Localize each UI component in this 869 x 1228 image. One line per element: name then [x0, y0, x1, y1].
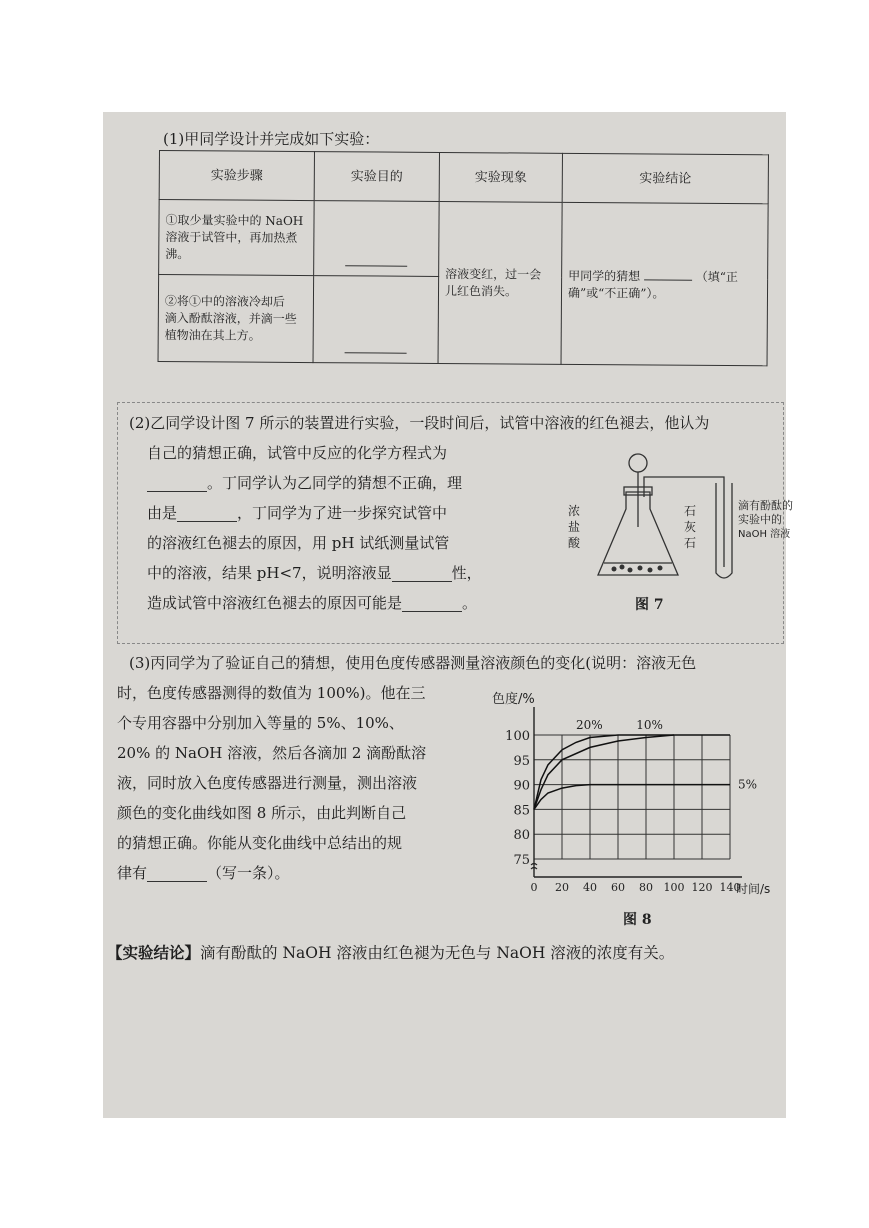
figure8-chart: [488, 687, 771, 902]
part1-intro: (1)甲同学设计并完成如下实验：: [163, 130, 380, 148]
part2-text: 由是: [147, 504, 178, 522]
part2-text: ，丁同学为了进一步探究试管中: [237, 504, 448, 522]
conclusion-blank[interactable]: [644, 265, 692, 280]
part3-line4: 20% 的 NaOH 溶液，然后各滴加 2 滴酚酞溶: [117, 744, 427, 762]
phenomenon-cell: [438, 201, 562, 364]
figure7-apparatus: [548, 447, 793, 587]
series-label-20: 20%: [576, 718, 603, 732]
part2-text: 造成试管中溶液红色褪去的原因可能是: [147, 594, 403, 612]
step2-cell: [158, 275, 314, 363]
header-steps: 实验步骤: [159, 151, 314, 201]
stone-label: 灰: [684, 520, 697, 534]
table-row: [159, 200, 769, 279]
part3-line5: 液，同时放入色度传感器进行测量，测出溶液: [117, 774, 418, 792]
step1-line: 溶液于试管中，再加热煮: [165, 229, 298, 245]
conclusion-line: [107, 944, 674, 962]
purpose1-cell: [314, 201, 440, 277]
conclusion-line: [568, 265, 761, 286]
tube-label: 实验中的: [738, 513, 782, 526]
stone-label: 石: [684, 536, 697, 550]
x-tick-label: 120: [691, 881, 713, 894]
x-tick-label: 20: [555, 881, 569, 894]
worksheet-photo: [103, 112, 793, 1118]
table-header-row: [159, 151, 768, 204]
conclusion-text: （填“正: [695, 269, 738, 285]
part3-line8: [117, 864, 290, 882]
y-tick-label: 85: [513, 803, 530, 819]
step1-cell: [159, 200, 315, 276]
y-tick-label: 75: [513, 853, 530, 868]
part2-line7: [147, 594, 477, 612]
part3-line1: (3)丙同学为了验证自己的猜想，使用色度传感器测量溶液颜色的变化(说明：溶液无色: [129, 654, 697, 672]
y-tick-label: 95: [513, 753, 530, 769]
part3-line2: 时，色度传感器测得的数值为 100%)。他在三: [117, 684, 426, 702]
phenomenon-line: 溶液变红，过一会: [445, 266, 542, 282]
y-tick-label: 80: [513, 828, 530, 844]
x-tick-label: 100: [663, 881, 685, 894]
part2-text: 中的溶液，结果 pH<7，说明溶液显: [147, 564, 392, 582]
part2-line3: [147, 474, 462, 492]
part2-text: 性，: [451, 564, 482, 582]
cause-blank[interactable]: [402, 597, 462, 612]
part2-line2: 自己的猜想正确，试管中反应的化学方程式为: [147, 444, 448, 462]
series-line-5%: [534, 785, 730, 810]
conclusion-text: 滴有酚酞的 NaOH 溶液由红色褪为无色与 NaOH 溶液的浓度有关。: [200, 944, 675, 962]
part3-text: （写一条）。: [207, 864, 290, 882]
figure8-label: 图 8: [623, 912, 652, 928]
purpose2-cell: [313, 276, 439, 364]
x-axis-label: 时间/s: [736, 882, 771, 896]
conclusion-line: 确”或“不正确”）。: [567, 285, 665, 301]
step1-line: ①取少量实验中的 NaOH: [165, 212, 304, 228]
acidity-blank[interactable]: [392, 567, 452, 582]
step2-line: 滴入酚酞溶液，并滴一些: [164, 310, 297, 326]
stone-label: 石: [684, 504, 697, 518]
x-tick-label: 80: [639, 881, 653, 894]
conclusion-text: 甲同学的猜想: [568, 268, 641, 284]
equation-blank[interactable]: [147, 477, 207, 492]
part2-text: 。: [462, 594, 478, 612]
part3-text: 律有: [117, 864, 148, 882]
part2-line6: [147, 564, 482, 582]
step1-line: 沸。: [165, 246, 190, 261]
part2-line4: [147, 504, 447, 522]
phenomenon-line: 儿红色消失。: [444, 283, 518, 299]
tube-label: 滴有酚酞的: [738, 499, 793, 512]
acid-label: 浓: [568, 504, 581, 518]
pattern-blank[interactable]: [147, 867, 207, 882]
series-line-20%: [534, 735, 674, 809]
acid-label: 盐: [568, 520, 581, 534]
part3-line6: 颜色的变化曲线如图 8 所示，由此判断自己: [117, 804, 407, 822]
x-tick-label: 140: [719, 881, 741, 894]
reason-blank[interactable]: [177, 507, 237, 522]
part2-line1: (2)乙同学设计图 7 所示的装置进行实验，一段时间后，试管中溶液的红色褪去，他认为: [129, 414, 710, 432]
part2-line5: 的溶液红色褪去的原因，用 pH 试纸测量试管: [147, 534, 450, 552]
x-tick-label: 60: [611, 881, 625, 894]
header-purpose: 实验目的: [314, 152, 439, 202]
series-label-10: 10%: [636, 718, 663, 732]
step2-line: ②将①中的溶液冷却后: [164, 293, 286, 309]
series-label-5: 5%: [738, 777, 758, 792]
part3-line7: 的猜想正确。你能从变化曲线中总结出的规: [117, 834, 403, 852]
conclusion-cell: [561, 202, 768, 365]
purpose2-blank[interactable]: [345, 338, 407, 353]
x-tick-label: 0: [530, 881, 538, 894]
y-axis-label: 色度/%: [492, 692, 535, 707]
header-phenomenon: 实验现象: [439, 152, 562, 202]
part3-line3: 个专用容器中分别加入等量的 5%、10%、: [117, 714, 404, 732]
acid-label: 酸: [568, 536, 581, 550]
y-tick-label: 100: [505, 729, 530, 744]
step2-line: 植物油在其上方。: [164, 327, 261, 343]
part2-text: 。丁同学认为乙同学的猜想不正确，理: [207, 474, 463, 492]
conclusion-label: 【实验结论】: [107, 943, 201, 962]
experiment-table: [158, 150, 769, 366]
funnel-bulb-icon: [629, 454, 647, 472]
purpose1-blank[interactable]: [345, 251, 407, 266]
tube-label: NaOH 溶液: [738, 529, 791, 540]
series-line-10%: [534, 735, 730, 809]
figure7-label: 图 7: [635, 597, 664, 613]
header-conclusion: 实验结论: [562, 153, 768, 203]
x-tick-label: 40: [583, 881, 597, 894]
y-tick-label: 90: [513, 778, 530, 794]
